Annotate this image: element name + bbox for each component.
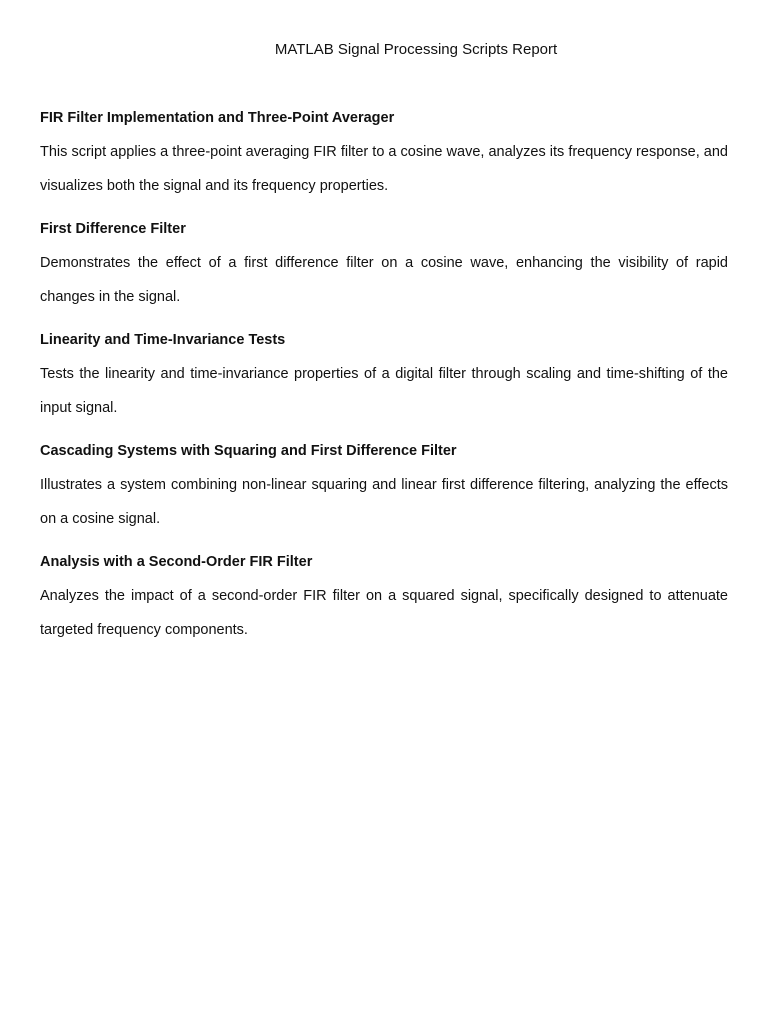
section-heading: Analysis with a Second-Order FIR Filter <box>40 554 313 570</box>
section-heading: Cascading Systems with Squaring and First Difference Filter <box>40 443 457 459</box>
section-second-order-fir <box>40 552 728 647</box>
section-heading: Linearity and Time-Invariance Tests <box>40 332 286 348</box>
section-heading: First Difference Filter <box>40 221 186 237</box>
section-body: Illustrates a system combining non-linear squaring and linear first difference filtering, analyzing the effects on a cosine signal. <box>40 477 728 527</box>
section-linearity-time-invariance <box>40 330 728 425</box>
section-body: Analyzes the impact of a second-order FIR filter on a squared signal, specifically designed to attenuate targeted frequency components. <box>40 588 728 638</box>
section-body: Demonstrates the effect of a first difference filter on a cosine wave, enhancing the visibility of rapid changes in the signal. <box>40 255 728 305</box>
section-heading: FIR Filter Implementation and Three-Point Averager <box>40 110 395 126</box>
section-first-difference-filter <box>40 219 728 314</box>
report-title: MATLAB Signal Processing Scripts Report <box>274 41 558 58</box>
sections-container <box>40 108 728 647</box>
section-body: Tests the linearity and time-invariance properties of a digital filter through scaling and time-shifting of the input signal. <box>40 366 728 416</box>
section-body: This script applies a three-point averaging FIR filter to a cosine wave, analyzes its frequency response, and visualizes both the signal and its frequency properties. <box>40 144 728 194</box>
section-cascading-systems <box>40 441 728 536</box>
section-fir-three-point-averager <box>40 108 728 203</box>
